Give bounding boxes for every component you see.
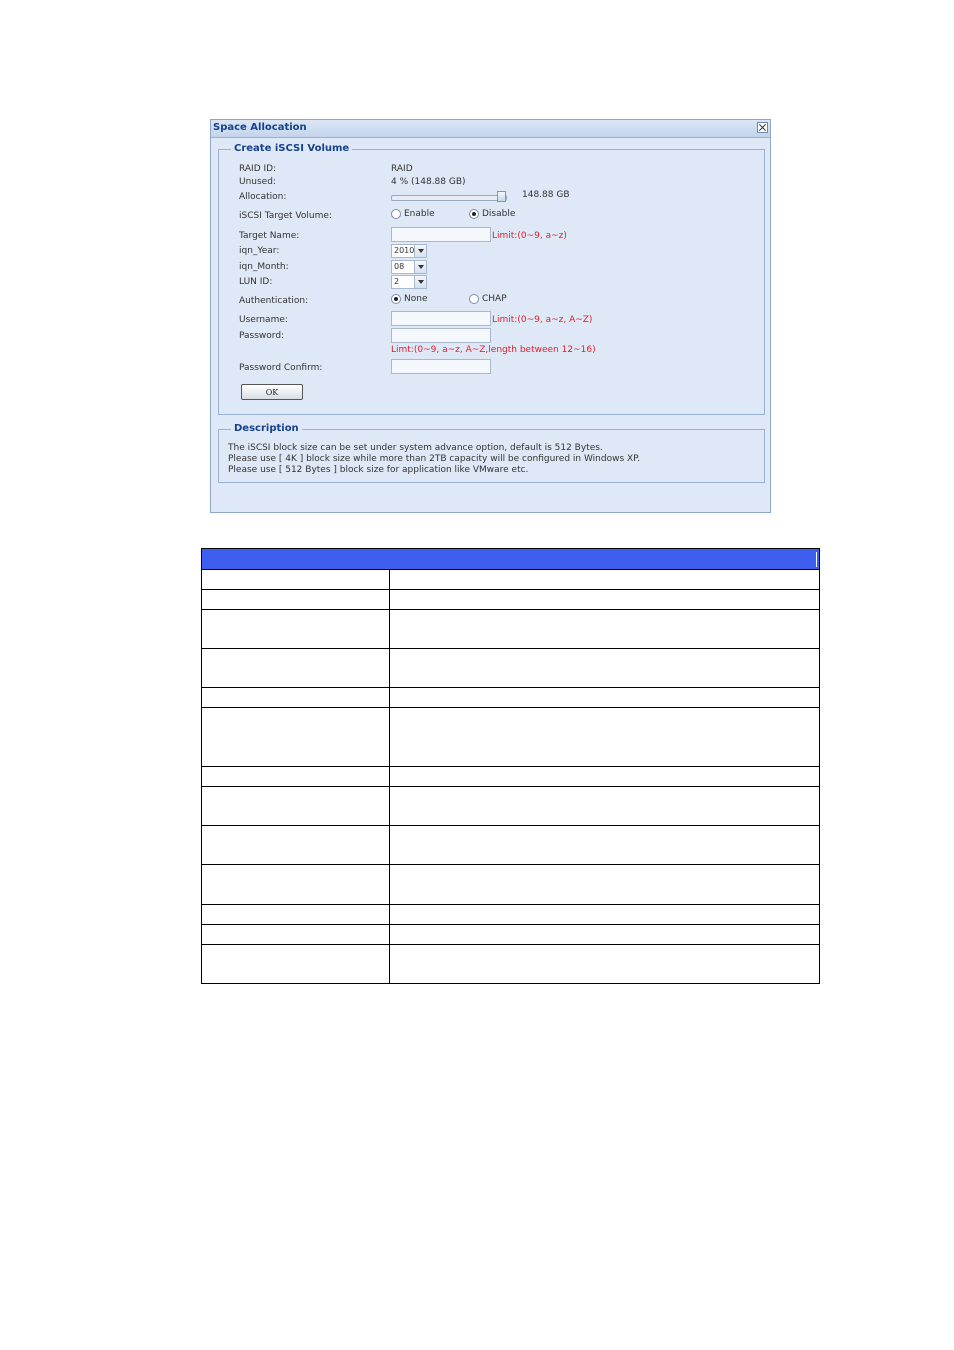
table-row [202,924,819,944]
allocation-slider-handle[interactable] [497,191,506,202]
chevron-down-icon[interactable] [414,245,426,257]
table-row [202,825,819,864]
iqn-year-select[interactable] [391,244,427,258]
username-label: Username: [239,315,288,325]
description-group [218,423,765,483]
auth-chap-radio-label[interactable]: CHAP [482,294,507,304]
password-label: Password: [239,331,285,341]
password-confirm-input[interactable] [391,359,491,374]
auth-chap-radio[interactable] [469,294,479,304]
authentication-label: Authentication: [239,296,309,306]
disable-radio-label[interactable]: Disable [482,209,516,219]
unused-value: 4 % (148.88 GB) [391,177,466,187]
unused-label: Unused: [239,177,276,187]
iscsi-target-volume-label: iSCSI Target Volume: [239,211,332,221]
table-row [202,589,819,609]
table-row [202,609,819,648]
target-name-label: Target Name: [239,231,300,241]
iqn-month-value: 08 [394,262,405,271]
auth-none-radio[interactable] [391,294,401,304]
close-icon[interactable] [757,122,768,133]
iqn-month-select[interactable] [391,260,427,274]
table-header [202,549,819,569]
space-allocation-dialog [210,119,771,513]
table-row [202,648,819,687]
iqn-year-label: iqn_Year: [239,246,280,256]
dialog-title: Space Allocation [213,122,307,133]
lun-id-select[interactable] [391,275,427,289]
iqn-month-label: iqn_Month: [239,262,289,272]
password-input[interactable] [391,328,491,343]
lun-id-label: LUN ID: [239,277,273,287]
table-row [202,569,819,589]
chevron-down-icon[interactable] [414,261,426,273]
dialog-titlebar[interactable] [211,120,770,138]
lun-id-value: 2 [394,277,400,286]
ok-button[interactable] [241,384,303,400]
password-confirm-label: Password Confirm: [239,363,323,373]
create-iscsi-volume-group [218,143,765,415]
allocation-slider-track[interactable] [391,195,507,201]
settings-description-table [201,548,820,984]
table-row [202,707,819,766]
description-line: Please use [ 4K ] block size while more than 2TB capacity will be configured in Windows XP. [228,454,641,464]
description-line: The iSCSI block size can be set under system advance option, default is 512 Bytes. [228,443,603,453]
table-row [202,786,819,825]
create-iscsi-volume-legend: Create iSCSI Volume [231,143,352,154]
raid-id-value: RAID [391,164,413,174]
enable-radio[interactable] [391,209,401,219]
auth-none-radio-label[interactable]: None [404,294,428,304]
enable-radio-label[interactable]: Enable [404,209,435,219]
ok-button-label: OK [265,388,279,397]
allocation-value: 148.88 GB [522,190,570,200]
target-name-limit: Limit:(0~9, a~z) [492,231,567,241]
table-row [202,766,819,786]
table-row [202,687,819,707]
description-legend: Description [231,423,302,434]
username-limit: Limit:(0~9, a~z, A~Z) [492,315,593,325]
raid-id-label: RAID ID: [239,164,277,174]
allocation-label: Allocation: [239,192,287,202]
disable-radio[interactable] [469,209,479,219]
username-input[interactable] [391,311,491,326]
iqn-year-value: 2010 [394,246,415,255]
table-row [202,904,819,924]
target-name-input[interactable] [391,227,491,242]
chevron-down-icon[interactable] [414,276,426,288]
password-limit: Limt:(0~9, a~z, A~Z,length between 12~16) [391,345,596,355]
table-row [202,944,819,983]
table-row [202,864,819,904]
description-line: Please use [ 512 Bytes ] block size for application like VMware etc. [228,465,529,475]
